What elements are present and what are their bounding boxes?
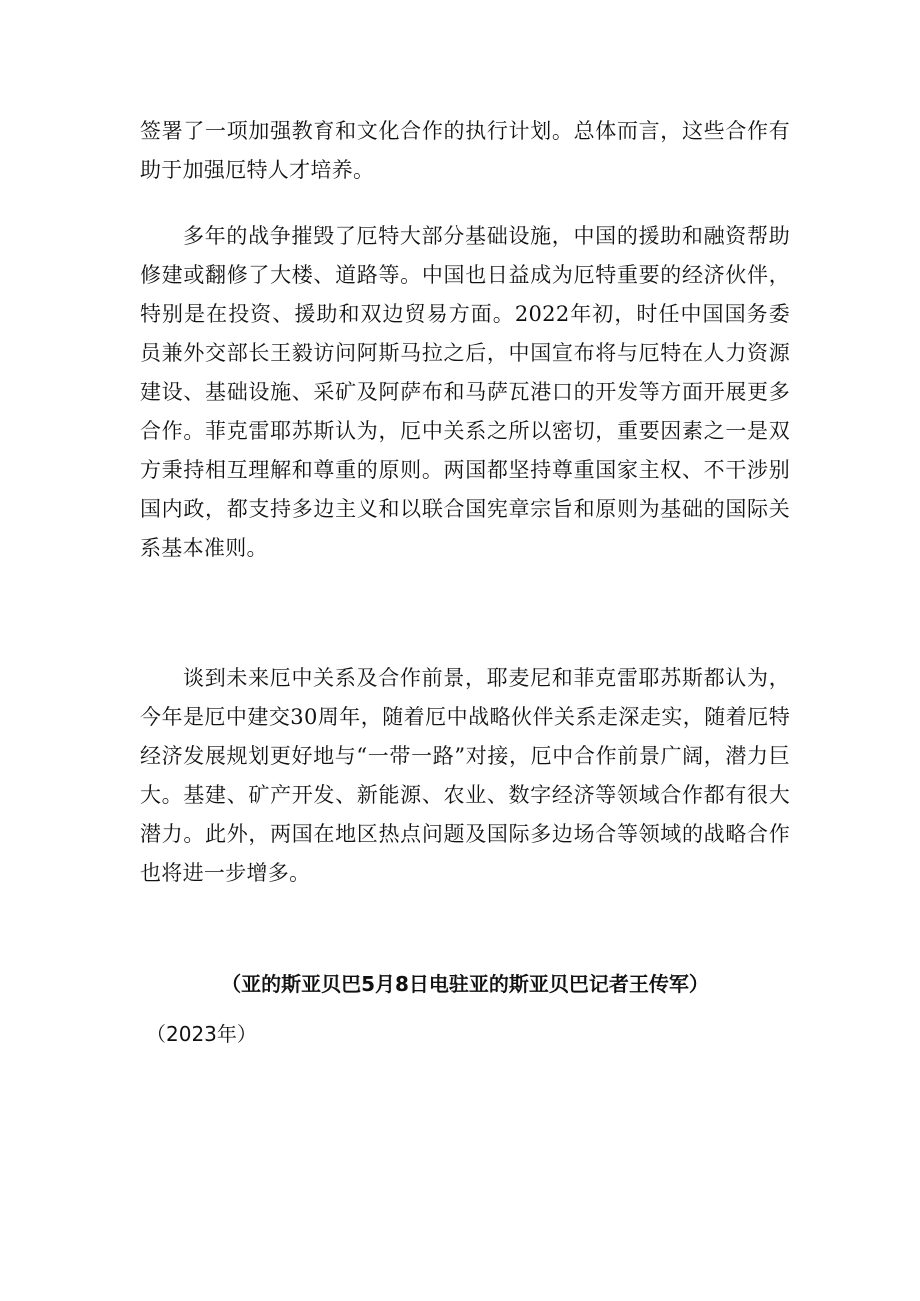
news-byline: （亚的斯亚贝巴5月8日电驻亚的斯亚贝巴记者王传军）: [221, 972, 709, 996]
publication-year: （2023年）: [146, 1022, 257, 1046]
paragraph-continuation: 签署了一项加强教育和文化合作的执行计划。总体而言，这些合作有助于加强厄特人才培养。: [140, 119, 790, 182]
paragraph-future-prospects: 谈到未来厄中关系及合作前景，耶麦尼和菲克雷耶苏斯都认为，今年是厄中建交30周年，随着厄中战略伙伴关系走深走实，随着厄特经济发展规划更好地与“一带一路”对接，厄中合作前景广阔，潜力巨大。基建、矿产开发、新能源、农业、数字经济等领域合作都有很大潜力。此外，两国在地区热点问题及国际多边场合等领域的战略合作也将进一步增多。: [140, 666, 790, 885]
paragraph-infrastructure-cooperation: 多年的战争摧毁了厄特大部分基础设施，中国的援助和融资帮助修建或翻修了大楼、道路等。中国也日益成为厄特重要的经济伙伴，特别是在投资、援助和双边贸易方面。2022年初，时任中国国务委员兼外交部长王毅访问阿斯马拉之后，中国宣布将与厄特在人力资源建设、基础设施、采矿及阿萨布和马萨瓦港口的开发等方面开展更多合作。菲克雷耶苏斯认为，厄中关系之所以密切，重要因素之一是双方秉持相互理解和尊重的原则。两国都坚持尊重国家主权、不干涉别国内政，都支持多边主义和以联合国宪章宗旨和原则为基础的国际关系基本准则。: [140, 224, 790, 560]
